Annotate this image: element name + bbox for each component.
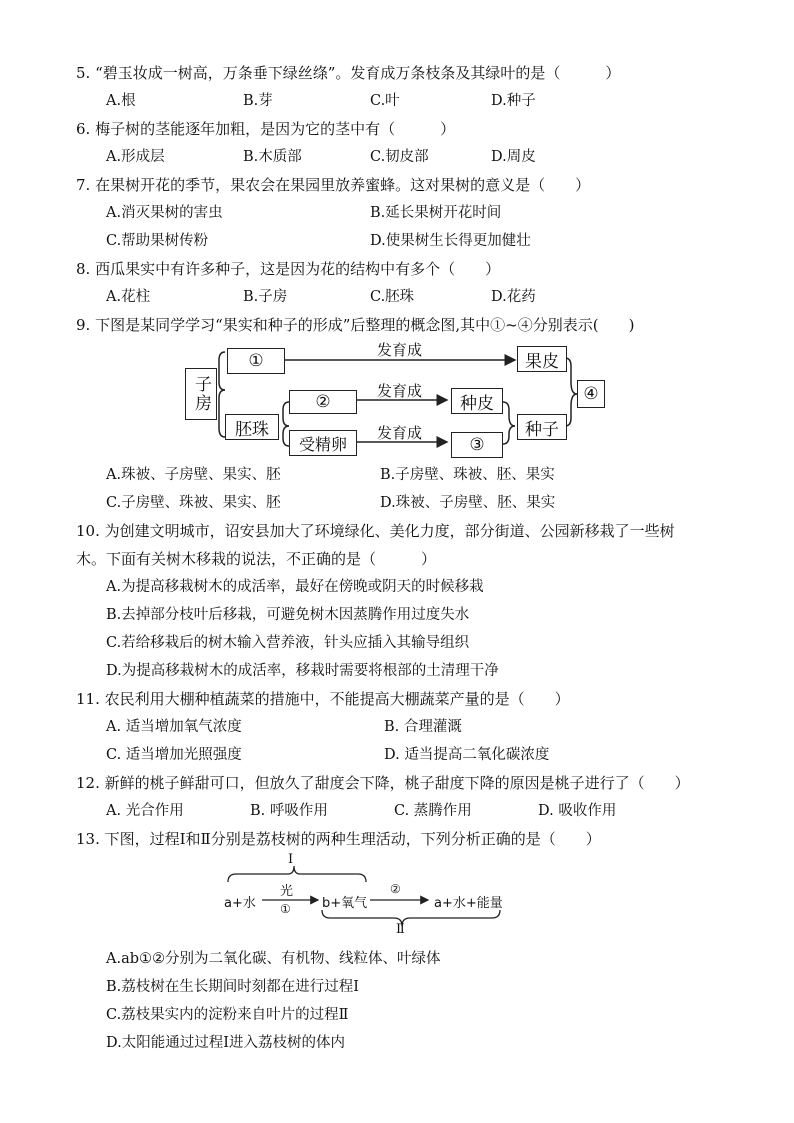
label-circle-1: ① — [280, 902, 291, 916]
q11-option-c: C. 适当增加光照强度 — [106, 747, 242, 763]
question-8: 8. 西瓜果实中有许多种子，这是因为花的结构中有多个（ ） — [76, 260, 501, 278]
q13-option-c: C.荔枝果实内的淀粉来自叶片的过程Ⅱ — [106, 1007, 349, 1023]
question-13: 13. 下图，过程Ⅰ和Ⅱ分别是荔枝树的两种生理活动，下列分析正确的是（ ） — [76, 830, 601, 848]
q7-option-c: C.帮助果树传粉 — [106, 233, 209, 249]
node-circle-4: ④ — [577, 380, 605, 408]
q8-option-d: D.花药 — [491, 289, 536, 305]
node-circle-3: ③ — [451, 432, 503, 458]
node-seed-coat: 种皮 — [451, 388, 503, 414]
q9-option-d: D.珠被、子房壁、胚、果实 — [380, 495, 556, 511]
node-circle-1: ① — [227, 348, 285, 374]
q7-option-b: B.延长果树开花时间 — [370, 205, 502, 221]
question-7: 7. 在果树开花的季节，果农会在果园里放养蜜蜂。这对果树的意义是（ ） — [76, 176, 591, 194]
question-6: 6. 梅子树的茎能逐年加粗，是因为它的茎中有（ ） — [76, 120, 456, 138]
q6-option-d: D.周皮 — [491, 149, 536, 165]
q8-option-b: B.子房 — [243, 289, 288, 305]
question-9: 9. 下图是某同学学习“果实和种子的形成”后整理的概念图,其中①~④分别表示( ) — [76, 316, 635, 334]
q7-option-a: A.消灭果树的害虫 — [106, 205, 223, 221]
q8-option-c: C.胚珠 — [370, 289, 415, 305]
question-12: 12. 新鲜的桃子鲜甜可口，但放久了甜度会下降，桃子甜度下降的原因是桃子进行了（ ） — [76, 774, 690, 792]
q7-option-d: D.使果树生长得更加健壮 — [370, 233, 531, 249]
q12-option-d: D. 吸收作用 — [538, 803, 617, 819]
q10-option-c: C.若给移栽后的树木输入营养液，针头应插入其输导组织 — [106, 635, 470, 651]
q11-option-d: D. 适当提高二氧化碳浓度 — [384, 747, 550, 763]
label-process-1: Ⅰ — [288, 852, 294, 867]
q9-option-c: C.子房壁、珠被、果实、胚 — [106, 495, 281, 511]
question-10-cont: 木。下面有关树木移栽的说法，不正确的是（ ） — [76, 550, 437, 568]
question-10: 10. 为创建文明城市，诏安县加大了环境绿化、美化力度，部分街道、公园新移栽了一些树 — [76, 522, 675, 540]
q12-option-b: B. 呼吸作用 — [250, 803, 328, 819]
q10-option-d: D.为提高移栽树木的成活率，移栽时需要将根部的土清理干净 — [106, 663, 499, 679]
q5-option-c: C.叶 — [370, 93, 400, 109]
concept-map-fruit-seed — [185, 342, 605, 460]
q9-option-b: B.子房壁、珠被、胚、果实 — [380, 467, 555, 483]
q6-option-a: A.形成层 — [106, 149, 165, 165]
node-circle-2: ② — [289, 390, 357, 414]
q8-option-a: A.花柱 — [106, 289, 151, 305]
label-circle-2: ② — [390, 882, 401, 896]
label-a-water: a+水 — [224, 896, 256, 911]
label-a-water-energy: a+水+能量 — [434, 896, 503, 911]
q5-option-a: A.根 — [106, 93, 136, 109]
node-zygote: 受精卵 — [289, 430, 357, 456]
q5-option-d: D.种子 — [491, 93, 536, 109]
q13-option-d: D.太阳能通过过程Ⅰ进入荔枝树的体内 — [106, 1035, 345, 1051]
node-seed: 种子 — [517, 414, 567, 440]
q13-option-b: B.荔枝树在生长期间时刻都在进行过程Ⅰ — [106, 979, 359, 995]
process-diagram-13 — [222, 852, 512, 936]
node-ovule: 胚珠 — [225, 414, 279, 440]
node-ovary: 子房 — [185, 368, 217, 420]
label-develop-3: 发育成 — [377, 424, 423, 442]
q12-option-c: C. 蒸腾作用 — [394, 803, 472, 819]
q10-option-b: B.去掉部分枝叶后移栽，可避免树木因蒸腾作用过度失水 — [106, 607, 470, 623]
label-b-oxygen: b+氧气 — [322, 896, 368, 911]
q11-option-a: A. 适当增加氧气浓度 — [106, 719, 242, 735]
question-11: 11. 农民利用大棚种植蔬菜的措施中，不能提高大棚蔬菜产量的是（ ） — [76, 690, 570, 708]
label-process-2: Ⅱ — [396, 922, 405, 937]
q10-option-a: A.为提高移栽树木的成活率，最好在傍晚或阴天的时候移栽 — [106, 579, 484, 595]
q13-option-a: A.ab①②分别为二氧化碳、有机物、线粒体、叶绿体 — [106, 951, 441, 967]
label-develop-2: 发育成 — [377, 382, 423, 400]
node-pericarp: 果皮 — [517, 346, 567, 372]
q5-option-b: B.芽 — [243, 93, 273, 109]
q12-option-a: A. 光合作用 — [106, 803, 184, 819]
q11-option-b: B. 合理灌溉 — [384, 719, 462, 735]
label-light: 光 — [280, 884, 294, 899]
q6-option-b: B.木质部 — [243, 149, 302, 165]
label-develop-1: 发育成 — [377, 341, 423, 359]
q6-option-c: C.韧皮部 — [370, 149, 429, 165]
question-5: 5. “碧玉妆成一树高，万条垂下绿丝绦”。发育成万条枝条及其绿叶的是（ ） — [76, 64, 621, 82]
q9-option-a: A.珠被、子房壁、果实、胚 — [106, 467, 281, 483]
